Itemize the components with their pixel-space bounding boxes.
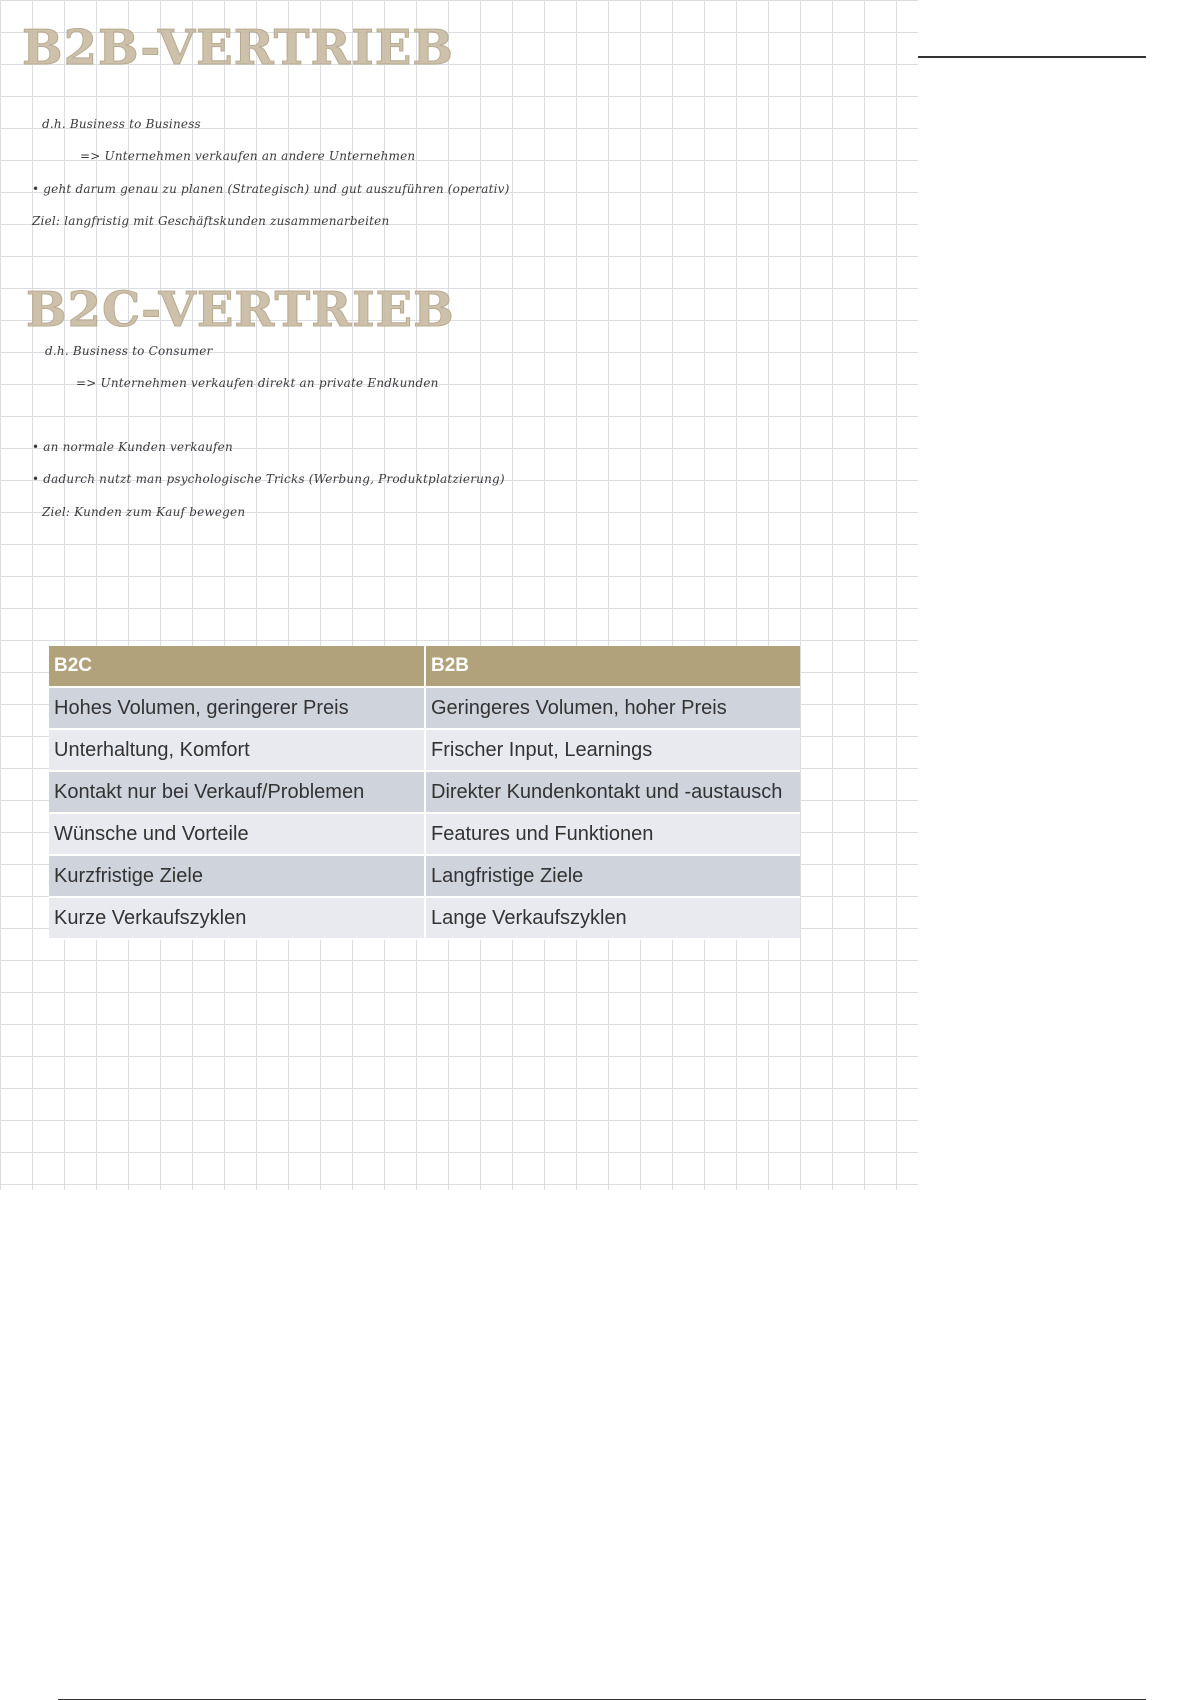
b2b-note-arrow: => Unternehmen verkaufen an andere Unternehmen bbox=[80, 149, 416, 163]
table-cell-b2b: Lange Verkaufszyklen bbox=[426, 898, 800, 940]
table-row bbox=[49, 772, 800, 814]
table-cell-b2b: Direkter Kundenkontakt und -austausch bbox=[426, 772, 800, 814]
table-row bbox=[49, 856, 800, 898]
table-cell-b2b: Langfristige Ziele bbox=[426, 856, 800, 898]
b2c-note-bullet-1: • an normale Kunden verkaufen bbox=[32, 440, 233, 454]
table-row bbox=[49, 898, 800, 940]
table-cell-b2c: Wünsche und Vorteile bbox=[49, 814, 426, 856]
b2c-heading: B2C-VERTRIEB bbox=[26, 282, 455, 338]
table-cell-b2b: Geringeres Volumen, hoher Preis bbox=[426, 688, 800, 730]
table-cell-b2c: Kurze Verkaufszyklen bbox=[49, 898, 426, 940]
table-row bbox=[49, 688, 800, 730]
table-cell-b2c: Kontakt nur bei Verkauf/Problemen bbox=[49, 772, 426, 814]
b2c-note-arrow: => Unternehmen verkaufen direkt an private Endkunden bbox=[76, 376, 439, 390]
b2b-heading: B2B-VERTRIEB bbox=[22, 20, 454, 76]
table-cell-b2c: Unterhaltung, Komfort bbox=[49, 730, 426, 772]
b2c-note-bullet-2: • dadurch nutzt man psychologische Tricks (Werbung, Produktplatzierung) bbox=[32, 472, 505, 486]
header-rule bbox=[918, 56, 1146, 58]
table-cell-b2b: Frischer Input, Learnings bbox=[426, 730, 800, 772]
b2b-note-bullet: • geht darum genau zu planen (Strategisch) und gut auszuführen (operativ) bbox=[32, 182, 510, 196]
table-row bbox=[49, 730, 800, 772]
table-cell-b2b: Features und Funktionen bbox=[426, 814, 800, 856]
b2b-note-goal: Ziel: langfristig mit Geschäftskunden zusammenarbeiten bbox=[32, 214, 390, 228]
table-cell-b2c: Kurzfristige Ziele bbox=[49, 856, 426, 898]
table-row bbox=[49, 814, 800, 856]
table-header-b2b: B2B bbox=[426, 646, 800, 688]
b2b-note-definition: d.h. Business to Business bbox=[42, 117, 201, 131]
table-cell-b2c: Hohes Volumen, geringerer Preis bbox=[49, 688, 426, 730]
b2c-note-definition: d.h. Business to Consumer bbox=[45, 344, 213, 358]
comparison-table bbox=[49, 646, 800, 940]
table-header-b2c: B2C bbox=[49, 646, 426, 688]
b2c-note-goal: Ziel: Kunden zum Kauf bewegen bbox=[42, 505, 246, 519]
table-header-row bbox=[49, 646, 800, 688]
